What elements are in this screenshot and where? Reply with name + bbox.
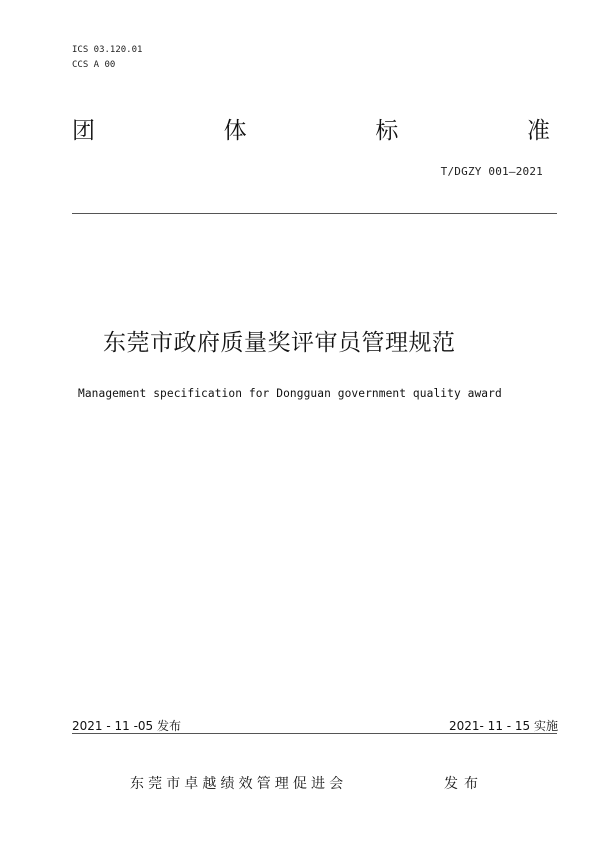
- standard-number: T/DGZY 001—2021: [440, 165, 543, 178]
- standard-type-char: 准: [526, 118, 550, 144]
- standard-type-char: 标: [375, 118, 399, 144]
- standard-type-char: 团: [72, 118, 95, 144]
- issue-date: 2021 - 11 -05 发布: [72, 719, 181, 733]
- standard-type-char: 体: [223, 118, 247, 144]
- header-divider: [72, 213, 557, 214]
- document-title-zh: 东莞市政府质量奖评审员管理规范: [103, 330, 456, 356]
- issue-label: 发布: [444, 776, 484, 792]
- ics-code: ICS 03.120.01: [72, 45, 143, 55]
- issuing-organization: 东莞市卓越绩效管理促进会: [130, 776, 348, 792]
- ccs-code: CCS A 00: [72, 60, 116, 70]
- footer-divider: [72, 733, 557, 734]
- classification-codes: [72, 43, 142, 73]
- implementation-date: 2021- 11 - 15 实施: [449, 719, 558, 733]
- standard-type-heading: [72, 116, 550, 146]
- document-title-en: Management specification for Dongguan government quality award: [78, 387, 502, 400]
